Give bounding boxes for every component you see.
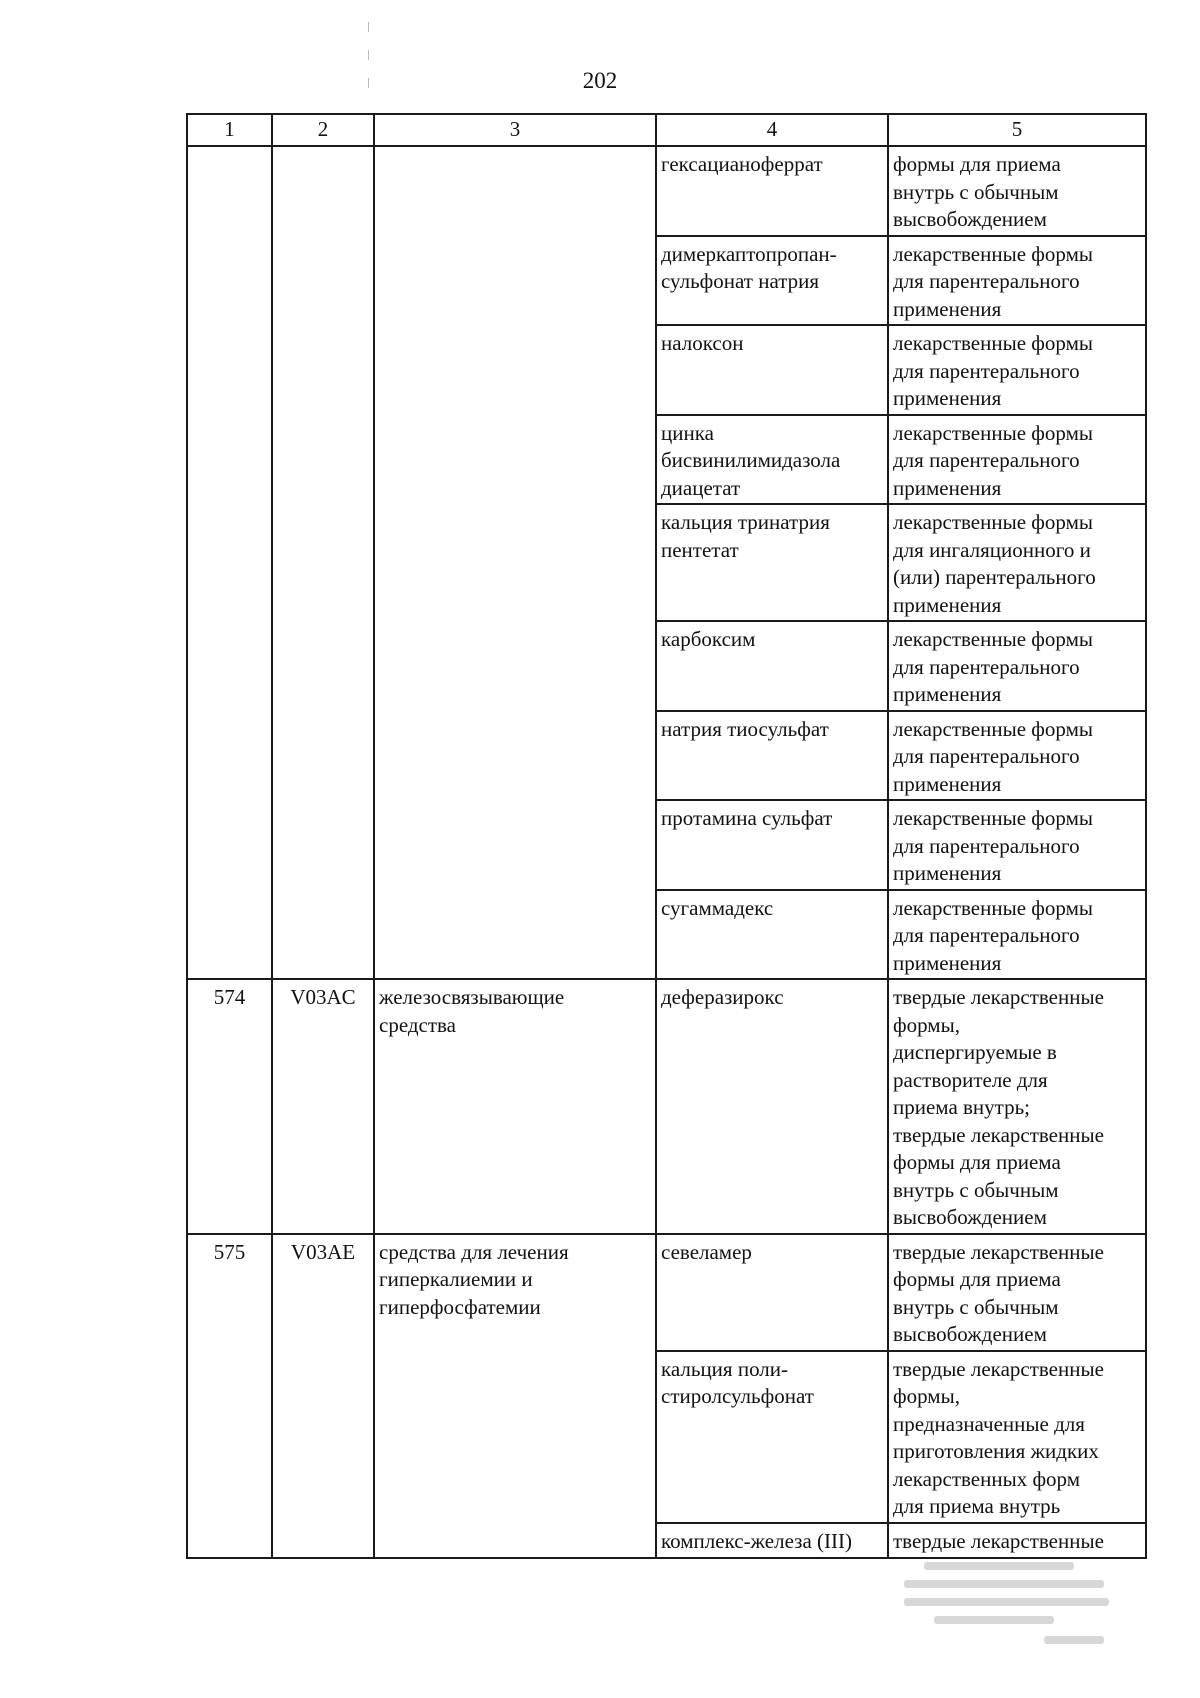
scan-artifact xyxy=(368,50,369,60)
column-header: 3 xyxy=(374,114,656,146)
row-number-cell: 575 xyxy=(187,1234,272,1558)
scan-artifact xyxy=(368,22,369,32)
dosage-form-cell: лекарственные формы для парентерального применения xyxy=(888,236,1146,326)
medication-table xyxy=(186,113,1147,1559)
drug-name-cell: севеламер xyxy=(656,1234,888,1351)
faded-stamp xyxy=(904,1556,1114,1652)
atc-code-cell xyxy=(272,146,374,979)
drug-name-cell: карбоксим xyxy=(656,621,888,711)
dosage-form-cell: формы для приема внутрь с обычным высвобождением xyxy=(888,146,1146,236)
drug-name-cell: сугаммадекс xyxy=(656,890,888,980)
dosage-form-cell: твердые лекарственные формы для приема внутрь с обычным высвобождением xyxy=(888,1234,1146,1351)
dosage-form-cell: лекарственные формы для парентерального применения xyxy=(888,890,1146,980)
drug-name-cell: натрия тиосульфат xyxy=(656,711,888,801)
drug-name-cell: кальция поли- стиролсульфонат xyxy=(656,1351,888,1523)
table-row xyxy=(187,146,1146,236)
dosage-form-cell: лекарственные формы для парентерального применения xyxy=(888,711,1146,801)
table-row xyxy=(187,1234,1146,1351)
page-number: 202 xyxy=(582,68,618,93)
drug-name-cell: комплекс-железа (III) xyxy=(656,1523,888,1558)
atc-code-cell: V03AC xyxy=(272,979,374,1234)
drug-name-cell: цинка бисвинилимидазола диацетат xyxy=(656,415,888,505)
dosage-form-cell: лекарственные формы для парентерального применения xyxy=(888,415,1146,505)
dosage-form-cell: лекарственные формы для парентерального применения xyxy=(888,621,1146,711)
dosage-form-cell: твердые лекарственные xyxy=(888,1523,1146,1558)
column-header: 4 xyxy=(656,114,888,146)
group-name-cell: средства для лечения гиперкалиемии и гиперфосфатемии xyxy=(374,1234,656,1558)
column-header: 2 xyxy=(272,114,374,146)
table-row xyxy=(187,979,1146,1234)
row-number-cell: 574 xyxy=(187,979,272,1234)
column-header: 1 xyxy=(187,114,272,146)
row-number-cell xyxy=(187,146,272,979)
dosage-form-cell: лекарственные формы для ингаляционного и (или) парентерального применения xyxy=(888,504,1146,621)
drug-name-cell: деферазирокс xyxy=(656,979,888,1234)
dosage-form-cell: твердые лекарственные формы, диспергируемые в растворителе для приема внутрь; твердые лекарственные формы для приема внутрь с обычным высвобождением xyxy=(888,979,1146,1234)
table-header-row xyxy=(187,114,1146,146)
dosage-form-cell: твердые лекарственные формы, предназначенные для приготовления жидких лекарственных форм для приема внутрь xyxy=(888,1351,1146,1523)
dosage-form-cell: лекарственные формы для парентерального применения xyxy=(888,800,1146,890)
drug-name-cell: кальция тринатрия пентетат xyxy=(656,504,888,621)
dosage-form-cell: лекарственные формы для парентерального применения xyxy=(888,325,1146,415)
drug-name-cell: димеркаптопропан- сульфонат натрия xyxy=(656,236,888,326)
group-name-cell xyxy=(374,146,656,979)
drug-name-cell: налоксон xyxy=(656,325,888,415)
drug-name-cell: гексацианоферрат xyxy=(656,146,888,236)
drug-name-cell: протамина сульфат xyxy=(656,800,888,890)
atc-code-cell: V03AE xyxy=(272,1234,374,1558)
group-name-cell: железосвязывающие средства xyxy=(374,979,656,1234)
column-header: 5 xyxy=(888,114,1146,146)
